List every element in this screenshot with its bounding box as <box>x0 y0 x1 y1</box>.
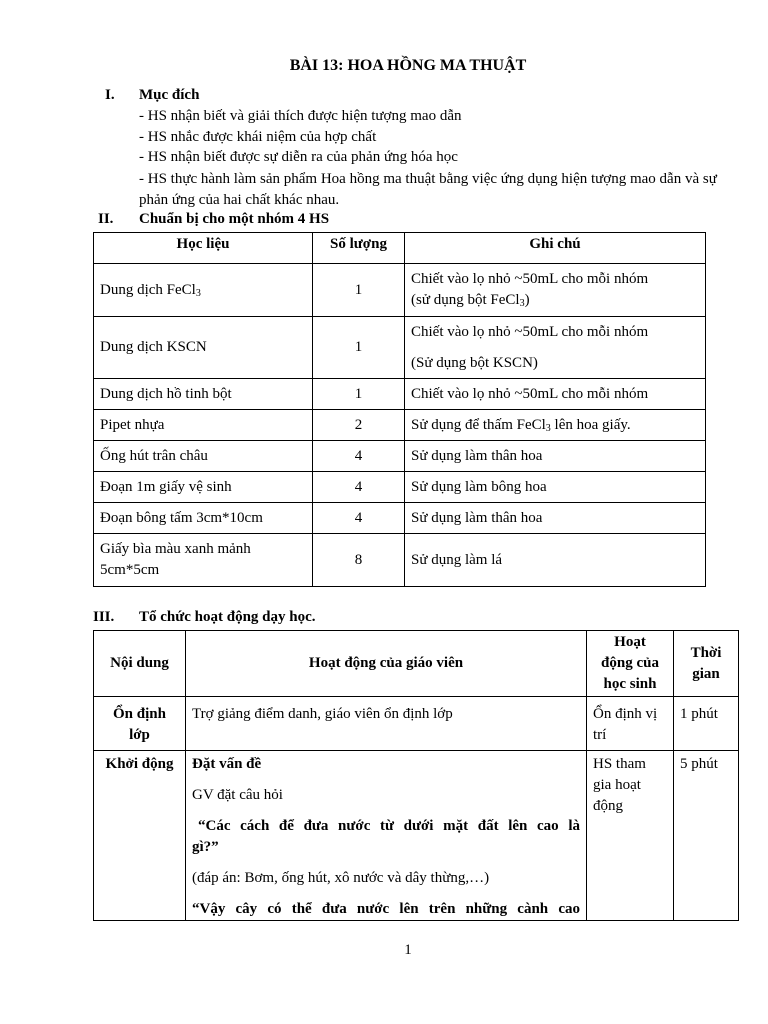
table-row <box>94 751 739 921</box>
time-cell: 5 phút <box>674 751 739 921</box>
content-cell: Ổn định lớp <box>94 697 186 751</box>
quantity-cell: 1 <box>313 264 405 317</box>
material-cell: Ống hút trân châu <box>94 441 313 472</box>
table-row <box>94 264 706 317</box>
header-time: Thời gian <box>674 631 739 697</box>
section2-number: II. <box>98 211 114 227</box>
quantity-cell: 4 <box>313 441 405 472</box>
section1-item: - HS nhận biết và giải thích được hiện tượng mao dẫn <box>139 108 462 124</box>
table-row <box>94 697 739 751</box>
document-title: BÀI 13: HOA HỒNG MA THUẬT <box>289 57 527 74</box>
student-cell: Ổn định vị trí <box>587 697 674 751</box>
materials-table <box>93 232 706 587</box>
section3-number: III. <box>93 609 115 625</box>
time-cell: 1 phút <box>674 697 739 751</box>
note-cell: Sử dụng làm lá <box>405 534 706 587</box>
material-cell: Đoạn bông tấm 3cm*10cm <box>94 503 313 534</box>
material-cell: Dung dịch KSCN <box>94 317 313 379</box>
header-quantity: Số lượng <box>313 233 405 264</box>
student-cell: HS tham gia hoạt động <box>587 751 674 921</box>
teacher-cell: Đặt vấn đề GV đặt câu hỏi “Các cách để đưa nước từ dưới mặt đất lên cao là gì?” (đáp án: Bơm, ống hút, xô nước và dây thừng,…) “Vậy cây có thể đưa nước lên trên những cành cao <box>186 751 587 921</box>
quantity-cell: 1 <box>313 317 405 379</box>
note-cell: Sử dụng làm thân hoa <box>405 441 706 472</box>
table-row <box>94 317 706 379</box>
section1-heading: Mục đích <box>139 87 200 103</box>
section1-number: I. <box>105 87 115 103</box>
material-cell: Dung dịch hồ tinh bột <box>94 379 313 410</box>
section3-heading: Tổ chức hoạt động dạy học. <box>139 609 316 625</box>
quantity-cell: 4 <box>313 472 405 503</box>
section1-item: - HS nhận biết được sự diễn ra của phản ứng hóa học <box>139 149 458 165</box>
section2-heading: Chuẩn bị cho một nhóm 4 HS <box>139 211 330 227</box>
activities-table <box>93 630 739 921</box>
header-student-activity: Hoạt động của học sinh <box>587 631 674 697</box>
header-materials: Học liệu <box>94 233 313 264</box>
note-cell: Chiết vào lọ nhỏ ~50mL cho mỗi nhóm <box>405 379 706 410</box>
quantity-cell: 4 <box>313 503 405 534</box>
note-cell: Sử dụng làm bông hoa <box>405 472 706 503</box>
quantity-cell: 8 <box>313 534 405 587</box>
material-cell: Pipet nhựa <box>94 410 313 441</box>
table-row <box>94 410 706 441</box>
material-cell: Dung dịch FeCl$_3$ <box>94 264 313 317</box>
header-teacher-activity: Hoạt động của giáo viên <box>186 631 587 697</box>
table-row <box>94 503 706 534</box>
section1-item: - HS thực hành làm sản phẩm Hoa hồng ma thuật bằng việc ứng dụng hiện tượng mao dẫn và sự phản ứng của hai chất khác nhau. <box>139 171 717 208</box>
note-cell: Sử dụng làm thân hoa <box>405 503 706 534</box>
page-number: 1 <box>404 942 412 958</box>
note-cell: Chiết vào lọ nhỏ ~50mL cho mỗi nhóm (sử dụng bột FeCl$_3$) <box>405 264 706 317</box>
header-content: Nội dung <box>94 631 186 697</box>
note-cell: Sử dụng để thấm FeCl$_3$ lên hoa giấy. <box>405 410 706 441</box>
quantity-cell: 2 <box>313 410 405 441</box>
material-cell: Đoạn 1m giấy vệ sinh <box>94 472 313 503</box>
table-header-row <box>94 631 739 697</box>
quantity-cell: 1 <box>313 379 405 410</box>
header-notes: Ghi chú <box>405 233 706 264</box>
table-header-row <box>94 233 706 264</box>
material-cell: Giấy bìa màu xanh mảnh 5cm*5cm <box>94 534 313 587</box>
table-row <box>94 472 706 503</box>
table-row <box>94 534 706 587</box>
table-row <box>94 379 706 410</box>
note-cell: Chiết vào lọ nhỏ ~50mL cho mỗi nhóm (Sử dụng bột KSCN) <box>405 317 706 379</box>
content-cell: Khởi động <box>94 751 186 921</box>
table-row <box>94 441 706 472</box>
section1-item: - HS nhắc được khái niệm của hợp chất <box>139 129 377 145</box>
teacher-cell: Trợ giảng điểm danh, giáo viên ổn định lớp <box>186 697 587 751</box>
